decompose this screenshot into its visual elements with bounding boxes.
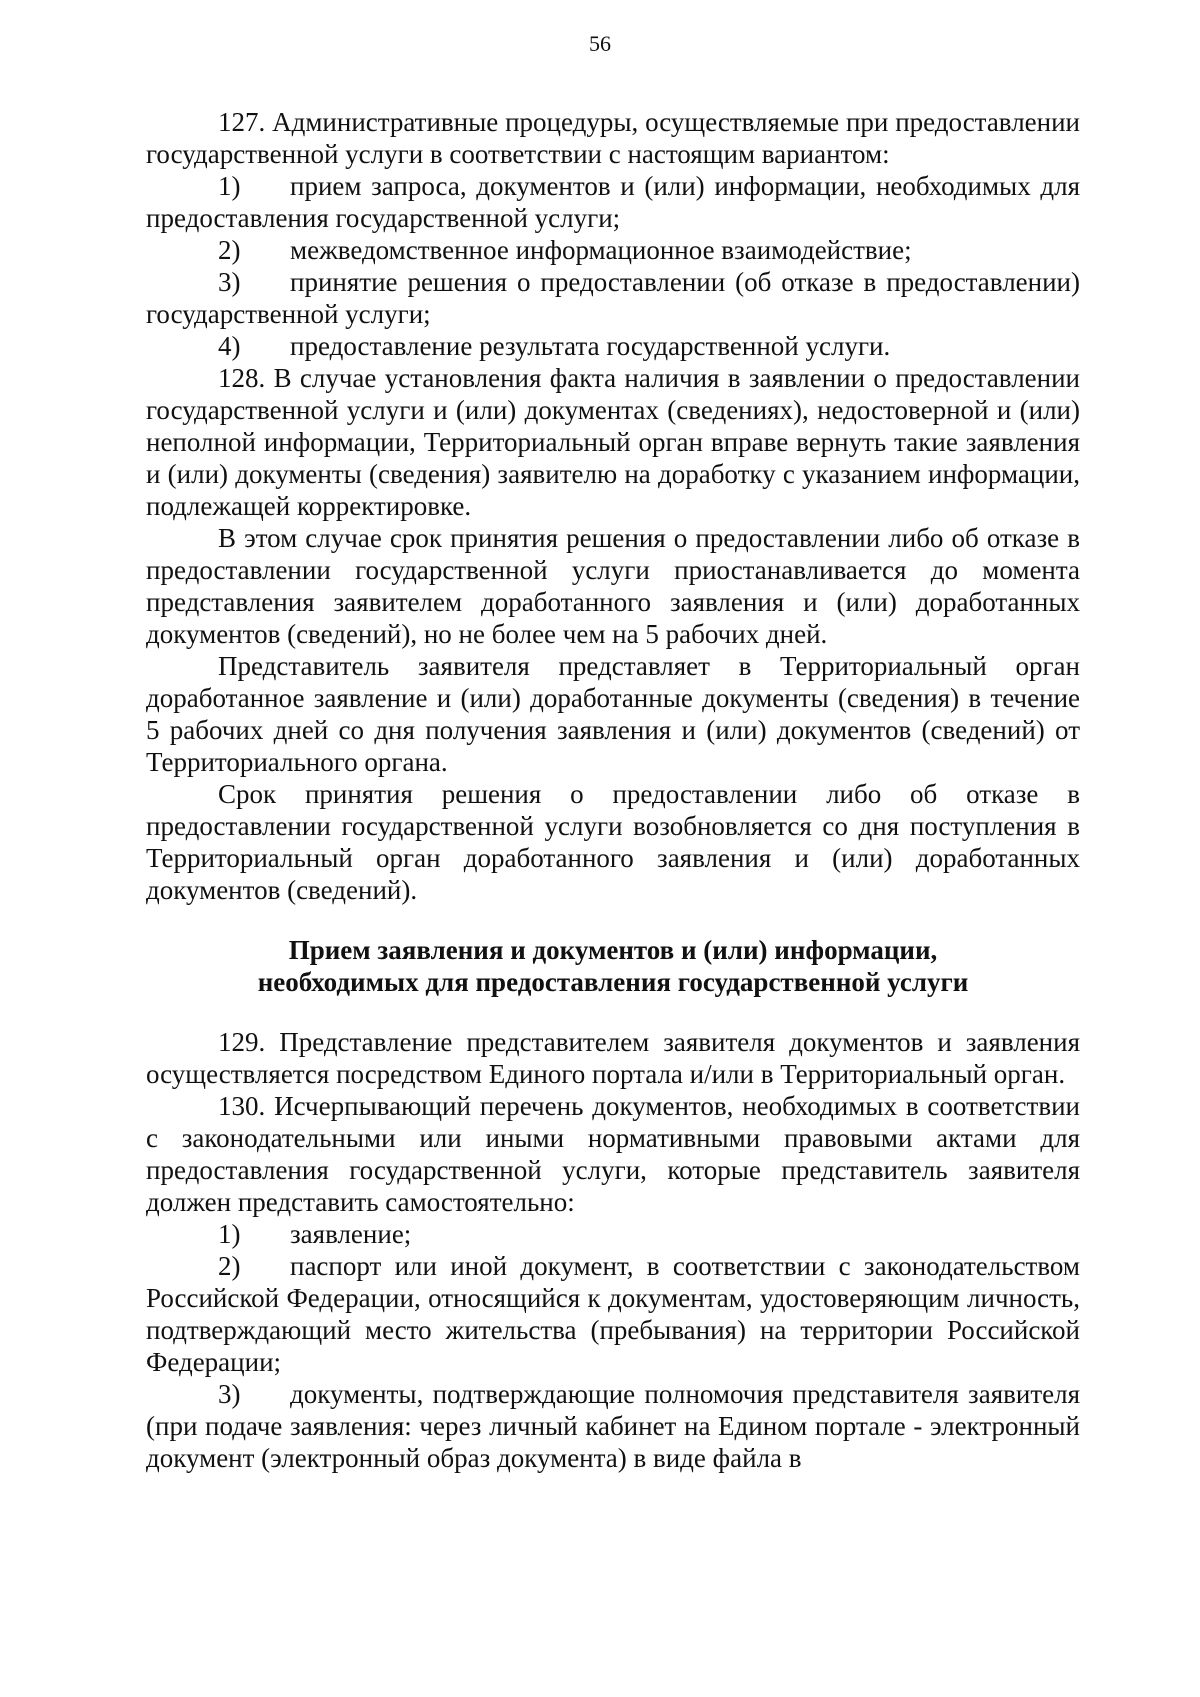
list-item-number: 3) [218,1379,241,1409]
list-item [146,1250,1080,1378]
list-item [146,170,1080,234]
list-item [146,234,1080,266]
paragraph: В этом случае срок принятия решения о предоставлении либо об отказе в предоставлении государственной услуги приостанавливается до момента представления заявителем доработанного заявления и (или) доработанных документов (сведений), но не более чем на 5 рабочих дней. [146,523,1080,649]
list-item-number: 1) [218,171,241,201]
list-item-number: 4) [218,331,241,361]
list-item-text: межведомственное информационное взаимодействие; [290,235,912,265]
list-item-number: 3) [218,267,241,297]
list-item-text: заявление; [290,1219,412,1249]
paragraph: 129. Представление представителем заявителя документов и заявления осуществляется посредством Единого портала и/или в Территориальный орган. [146,1027,1080,1089]
page-number: 56 [589,31,611,56]
list-item-text: предоставление результата государственной услуги. [290,331,891,361]
paragraph: Срок принятия решения о предоставлении либо об отказе в предоставлении государственной услуги возобновляется со дня поступления в Территориальный орган доработанного заявления и (или) доработанных документов (сведений). [146,779,1080,905]
list-item-number: 1) [218,1219,241,1249]
paragraphs-after [146,1026,1080,1474]
section-heading [146,934,1080,998]
list-item-text: принятие решения о предоставлении (об отказе в предоставлении) государственной услуги; [146,267,1080,329]
list-item-text: паспорт или иной документ, в соответствии с законодательством Российской Федерации, относящийся к документам, удостоверяющим личность, подтверждающий место жительства (пребывания) на территории Российской Федерации; [146,1251,1080,1377]
list-item [146,266,1080,330]
list-item [146,330,1080,362]
list-item-number: 2) [218,1251,241,1281]
list-item-number: 2) [218,235,241,265]
list-item-text: прием запроса, документов и (или) информации, необходимых для предоставления государственной услуги; [146,171,1080,233]
list-item [146,1218,1080,1250]
list-item [146,1378,1080,1474]
document-body [146,106,1080,1474]
heading-line-2: необходимых для предоставления государственной услуги [257,967,969,997]
paragraphs-before [146,106,1080,906]
paragraph: 130. Исчерпывающий перечень документов, необходимых в соответствии с законодательными или иными нормативными правовыми актами для предоставления государственной услуги, которые представитель заявителя должен представить самостоятельно: [146,1091,1080,1217]
paragraph: 127. Административные процедуры, осуществляемые при предоставлении государственной услуги в соответствии с настоящим вариантом: [146,107,1080,169]
heading-line-1: Прием заявления и документов и (или) информации, [288,935,938,965]
paragraph: 128. В случае установления факта наличия в заявлении о предоставлении государственной услуги и (или) документах (сведениях), недостоверной и (или) неполной информации, Территориальный орган вправе вернуть такие заявления и (или) документы (сведения) заявителю на доработку с указанием информации, подлежащей корректировке. [146,363,1080,521]
list-item-text: документы, подтверждающие полномочия представителя заявителя (при подаче заявления: через личный кабинет на Едином портале - электронный документ (электронный образ документа) в виде файла в [146,1379,1080,1473]
paragraph: Представитель заявителя представляет в Территориальный орган доработанное заявление и (или) доработанные документы (сведения) в течение 5 рабочих дней со дня получения заявления и (или) документов (сведений) от Территориального органа. [146,651,1080,777]
